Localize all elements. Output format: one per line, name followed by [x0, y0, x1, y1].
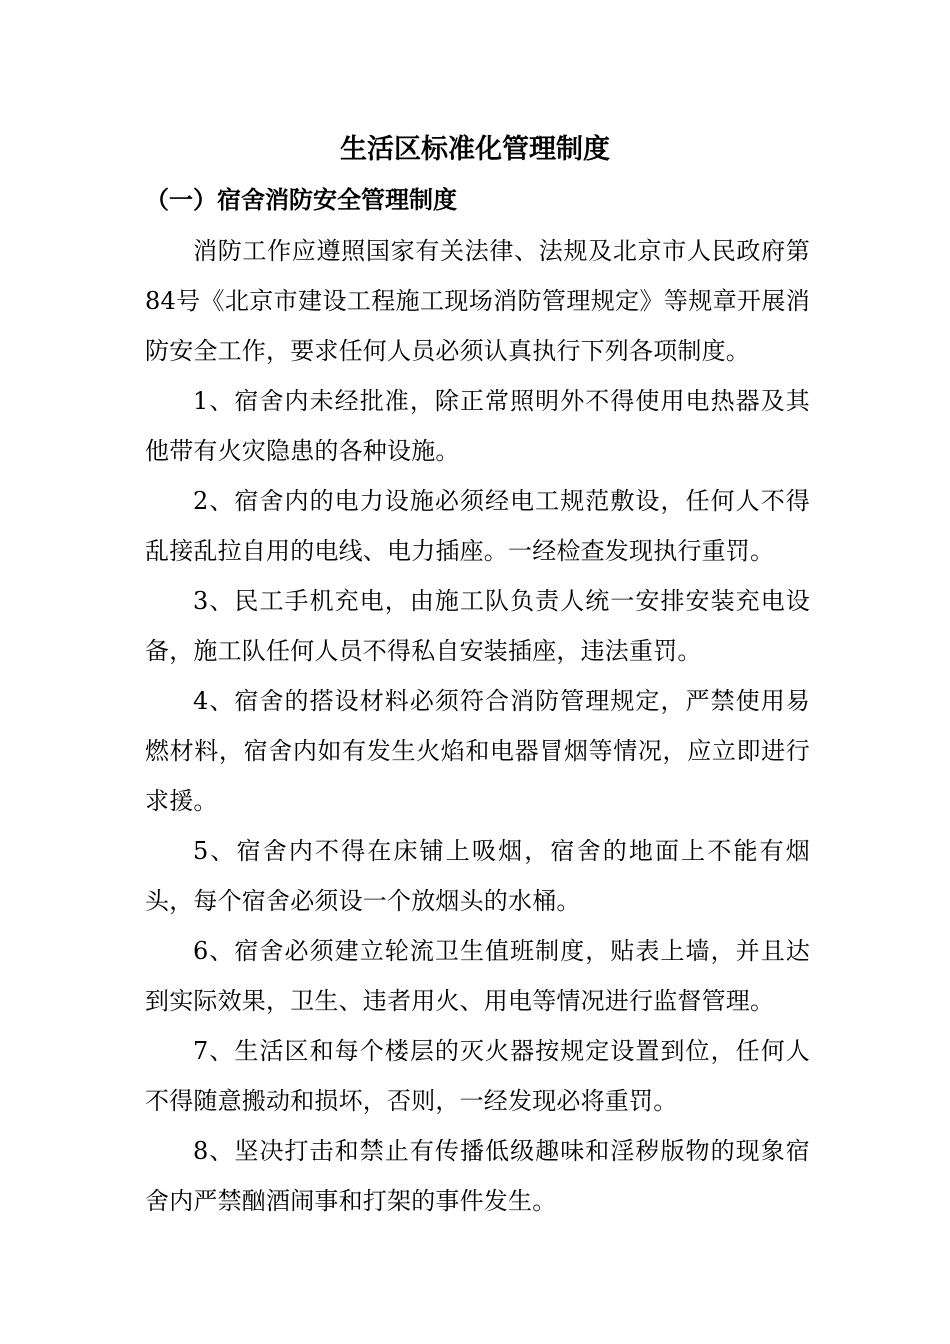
section-heading: （一）宿舍消防安全管理制度 [145, 186, 457, 214]
paragraph-rule-1: 1、宿舍内未经批准，除正常照明外不得使用电热器及其他带有火灾隐患的各种设施。 [145, 387, 810, 465]
paragraph-rule-7: 7、生活区和每个楼层的灭火器按规定设置到位，任何人不得随意搬动和损坏，否则，一经发现必将重罚。 [145, 1037, 810, 1115]
paragraph-rule-6: 6、宿舍必须建立轮流卫生值班制度，贴表上墙，并且达到实际效果，卫生、违者用火、用电等情况进行监督管理。 [145, 937, 810, 1015]
paragraph-rule-4: 4、宿舍的搭设材料必须符合消防管理规定，严禁使用易燃材料，宿舍内如有发生火焰和电器冒烟等情况，应立即进行求援。 [145, 687, 810, 815]
document-body [145, 226, 810, 1226]
paragraph-rule-2: 2、宿舍内的电力设施必须经电工规范敷设，任何人不得乱接乱拉自用的电线、电力插座。一经检查发现执行重罚。 [145, 487, 810, 565]
paragraph-rule-8: 8、坚决打击和禁止有传播低级趣味和淫秽版物的现象宿舍内严禁酗酒闹事和打架的事件发生。 [145, 1137, 810, 1215]
paragraph-rule-5: 5、宿舍内不得在床铺上吸烟，宿舍的地面上不能有烟头，每个宿舍必须设一个放烟头的水桶。 [145, 837, 810, 915]
document-title: 生活区标准化管理制度 [340, 134, 610, 165]
paragraph-rule-3: 3、民工手机充电，由施工队负责人统一安排安装充电设备，施工队任何人员不得私自安装插座，违法重罚。 [145, 587, 810, 665]
paragraph-intro: 消防工作应遵照国家有关法律、法规及北京市人民政府第84号《北京市建设工程施工现场消防管理规定》等规章开展消防安全工作，要求任何人员必须认真执行下列各项制度。 [145, 237, 810, 365]
